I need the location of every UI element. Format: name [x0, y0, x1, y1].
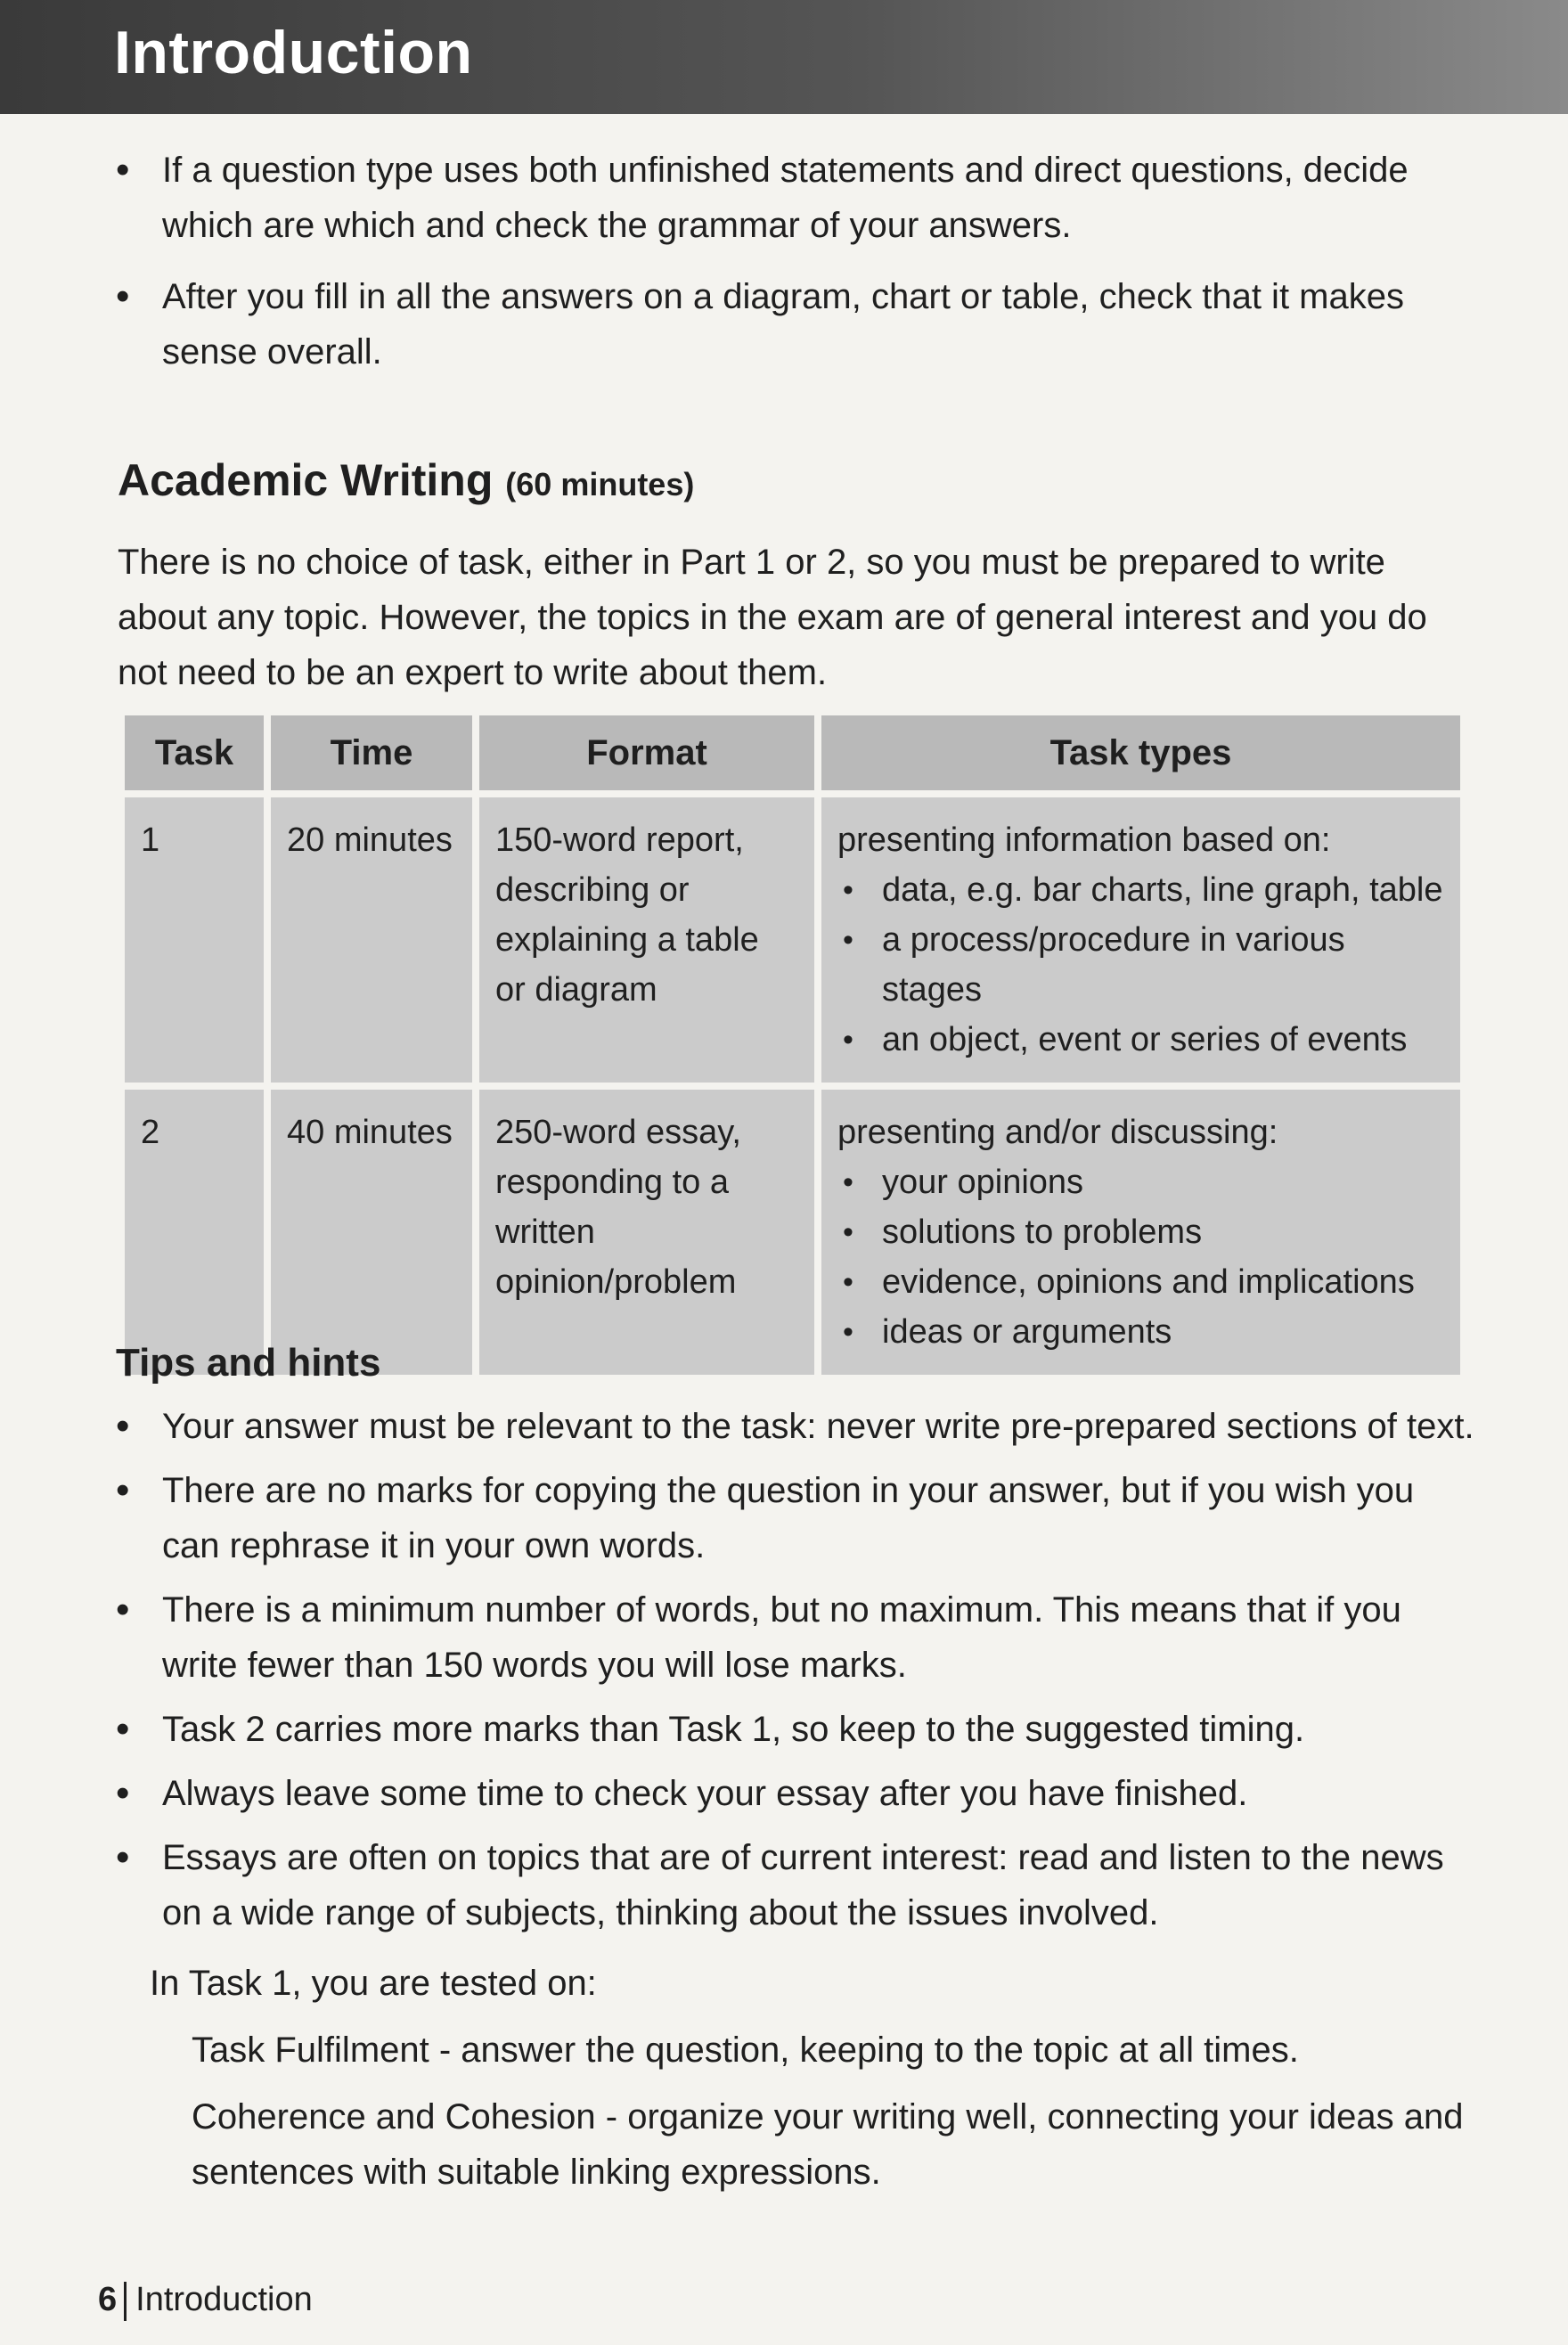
list-item: • ideas or arguments	[837, 1307, 1444, 1357]
task-types-cell	[821, 797, 1460, 1083]
section-duration: (60 minutes)	[505, 466, 695, 502]
column-header-task: Task	[125, 715, 264, 790]
list-item: • solutions to problems	[837, 1207, 1444, 1257]
footer-divider	[124, 2282, 127, 2321]
list-item: • After you fill in all the answers on a diagram, chart or table, check that it makes sense overall.	[116, 269, 1479, 380]
criterion-task-fulfilment: Task Fulfilment - answer the question, keeping to the topic at all times.	[192, 2030, 1299, 2070]
list-item: • your opinions	[837, 1157, 1444, 1207]
list-item: • There is a minimum number of words, but no maximum. This means that if you write fewer than 150 words you will lose marks.	[116, 1582, 1479, 1693]
task-number-cell: 2	[125, 1090, 264, 1375]
list-item: • Essays are often on topics that are of current interest: read and listen to the news on a wide range of subjects, thinking about the issues involved.	[116, 1830, 1479, 1941]
footer-section-label: Introduction	[135, 2281, 313, 2318]
format-cell: 150-word report, describing or explaining a table or diagram	[479, 797, 814, 1083]
column-header-task-types: Task types	[821, 715, 1460, 790]
table-row	[125, 797, 1460, 1083]
list-item: • a process/procedure in various stages	[837, 915, 1444, 1015]
task-number-cell: 1	[125, 797, 264, 1083]
section-heading	[118, 454, 694, 506]
time-cell: 20 minutes	[271, 797, 472, 1083]
task-types-cell	[821, 1090, 1460, 1375]
task-types-list	[837, 865, 1444, 1065]
list-item: • If a question type uses both unfinished statements and direct questions, decide which are which and check the grammar of your answers.	[116, 143, 1479, 253]
table-row	[125, 1090, 1460, 1375]
section-paragraph: There is no choice of task, either in Part 1 or 2, so you must be prepared to write about any topic. However, the topics in the exam are of general interest and you do not need to be an expert to write about them.	[118, 543, 1427, 692]
format-cell: 250-word essay, responding to a written opinion/problem	[479, 1090, 814, 1375]
task-types-list	[837, 1157, 1444, 1357]
task-types-intro: presenting and/or discussing:	[837, 1114, 1278, 1151]
list-item: • Task 2 carries more marks than Task 1, so keep to the suggested timing.	[116, 1702, 1479, 1757]
page-number: 6	[98, 2281, 118, 2318]
list-item: • data, e.g. bar charts, line graph, table	[837, 865, 1444, 915]
page-header-title: Introduction	[114, 19, 473, 86]
criterion-coherence-cohesion: Coherence and Cohesion - organize your writing well, connecting your ideas and sentences with suitable linking expressions.	[192, 2097, 1464, 2192]
time-cell: 40 minutes	[271, 1090, 472, 1375]
column-header-time: Time	[271, 715, 472, 790]
intro-bullet-list	[116, 143, 1479, 396]
tested-on-intro: In Task 1, you are tested on:	[150, 1964, 597, 2003]
task-table	[118, 708, 1467, 1382]
list-item: • Your answer must be relevant to the task: never write pre-prepared sections of text.	[116, 1399, 1479, 1454]
list-item: • an object, event or series of events	[837, 1015, 1444, 1065]
list-item: • There are no marks for copying the question in your answer, but if you wish you can rephrase it in your own words.	[116, 1463, 1479, 1573]
list-item: • Always leave some time to check your essay after you have finished.	[116, 1766, 1479, 1821]
table-header-row	[125, 715, 1460, 790]
tips-bullet-list	[116, 1399, 1479, 1949]
tips-heading: Tips and hints	[116, 1341, 381, 1385]
section-heading-text: Academic Writing	[118, 455, 494, 505]
column-header-format: Format	[479, 715, 814, 790]
list-item: • evidence, opinions and implications	[837, 1257, 1444, 1307]
page-footer	[98, 2281, 313, 2321]
task-types-intro: presenting information based on:	[837, 821, 1331, 859]
